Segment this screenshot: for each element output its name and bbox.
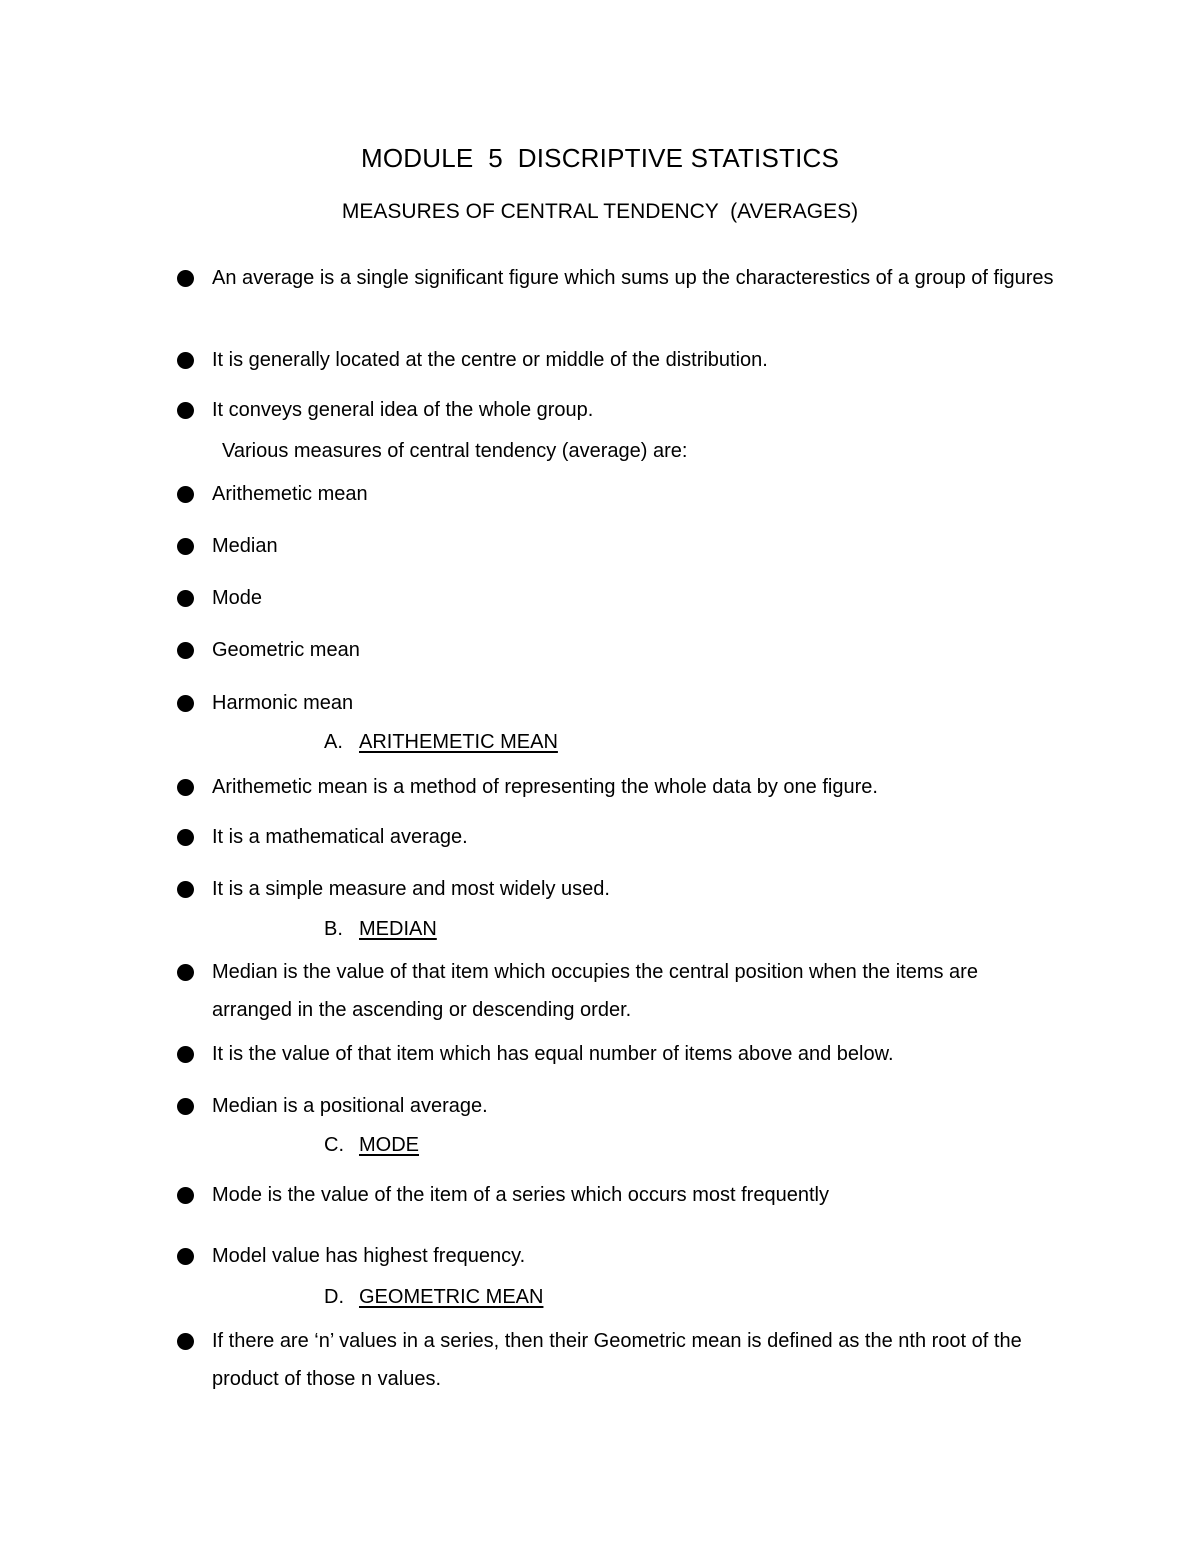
bullet-icon: [177, 486, 194, 503]
bullet-item: [177, 341, 1057, 379]
measure-item: [177, 475, 1057, 513]
bullet-item: [177, 1176, 1057, 1214]
bullet-text: Model value has highest frequency.: [212, 1245, 526, 1267]
measure-item: [177, 684, 1057, 722]
section-heading-text: ARITHEMETIC MEAN: [359, 731, 558, 753]
measure-text: Mode: [212, 587, 263, 609]
bullet-icon: [177, 881, 194, 898]
bullet-item: [177, 768, 1057, 806]
section-letter: C.: [324, 1134, 344, 1156]
section-letter: D.: [324, 1286, 344, 1308]
measure-item: [177, 579, 1057, 617]
bullet-icon: [177, 1187, 194, 1204]
measures-intro: Various measures of central tendency (average) are:: [222, 440, 688, 462]
page-title: MODULE 5 DISCRIPTIVE STATISTICS: [360, 143, 840, 173]
bullet-text: If there are ‘n’ values in a series, then their Geometric mean is defined as the nth root of the product of those n values.: [212, 1330, 1022, 1390]
section-heading-text: MEDIAN: [359, 918, 437, 940]
bullet-icon: [177, 964, 194, 981]
measure-text: Arithemetic mean: [212, 483, 368, 505]
bullet-icon: [177, 270, 194, 287]
bullet-text: Median is a positional average.: [212, 1095, 488, 1117]
bullet-item: [177, 870, 1057, 908]
bullet-item: [177, 1087, 1057, 1125]
bullet-item: [177, 1035, 1057, 1073]
section-heading-text: MODE: [359, 1134, 419, 1156]
page-subtitle: MEASURES OF CENTRAL TENDENCY (AVERAGES): [341, 200, 859, 223]
bullet-text: An average is a single significant figure which sums up the characterestics of a group of figures: [212, 267, 1054, 289]
bullet-icon: [177, 642, 194, 659]
bullet-item: [177, 953, 1057, 1029]
bullet-icon: [177, 829, 194, 846]
bullet-text: It is generally located at the centre or middle of the distribution.: [212, 349, 768, 371]
bullet-icon: [177, 695, 194, 712]
bullet-text: It is a mathematical average.: [212, 826, 468, 848]
bullet-text: It conveys general idea of the whole group.: [212, 399, 594, 421]
measure-text: Geometric mean: [212, 639, 360, 661]
bullet-text: Mode is the value of the item of a series which occurs most frequently: [212, 1184, 829, 1206]
bullet-text: It is the value of that item which has equal number of items above and below.: [212, 1043, 894, 1065]
bullet-icon: [177, 1046, 194, 1063]
bullet-icon: [177, 402, 194, 419]
section-heading-median: [324, 914, 437, 944]
bullet-icon: [177, 1333, 194, 1350]
section-letter: A.: [324, 731, 343, 753]
bullet-item: [177, 259, 1057, 297]
section-heading-text: GEOMETRIC MEAN: [359, 1286, 544, 1308]
bullet-item: [177, 391, 1057, 429]
bullet-icon: [177, 590, 194, 607]
bullet-icon: [177, 779, 194, 796]
bullet-icon: [177, 352, 194, 369]
bullet-text: Median is the value of that item which occupies the central position when the items are arranged in the ascending or descending order.: [212, 961, 978, 1021]
bullet-item: [177, 1322, 1057, 1398]
bullet-item: [177, 818, 1057, 856]
bullet-text: It is a simple measure and most widely used.: [212, 878, 610, 900]
measure-item: [177, 527, 1057, 565]
bullet-icon: [177, 1098, 194, 1115]
bullet-icon: [177, 1248, 194, 1265]
bullet-text: Arithemetic mean is a method of representing the whole data by one figure.: [212, 776, 878, 798]
measure-item: [177, 631, 1057, 669]
bullet-item: [177, 1237, 1057, 1275]
measure-text: Median: [212, 535, 278, 557]
bullet-icon: [177, 538, 194, 555]
section-letter: B.: [324, 918, 343, 940]
section-heading-arithemetic-mean: [324, 727, 558, 757]
section-heading-geometric-mean: [324, 1282, 543, 1312]
measure-text: Harmonic mean: [212, 692, 354, 714]
section-heading-mode: [324, 1130, 419, 1160]
